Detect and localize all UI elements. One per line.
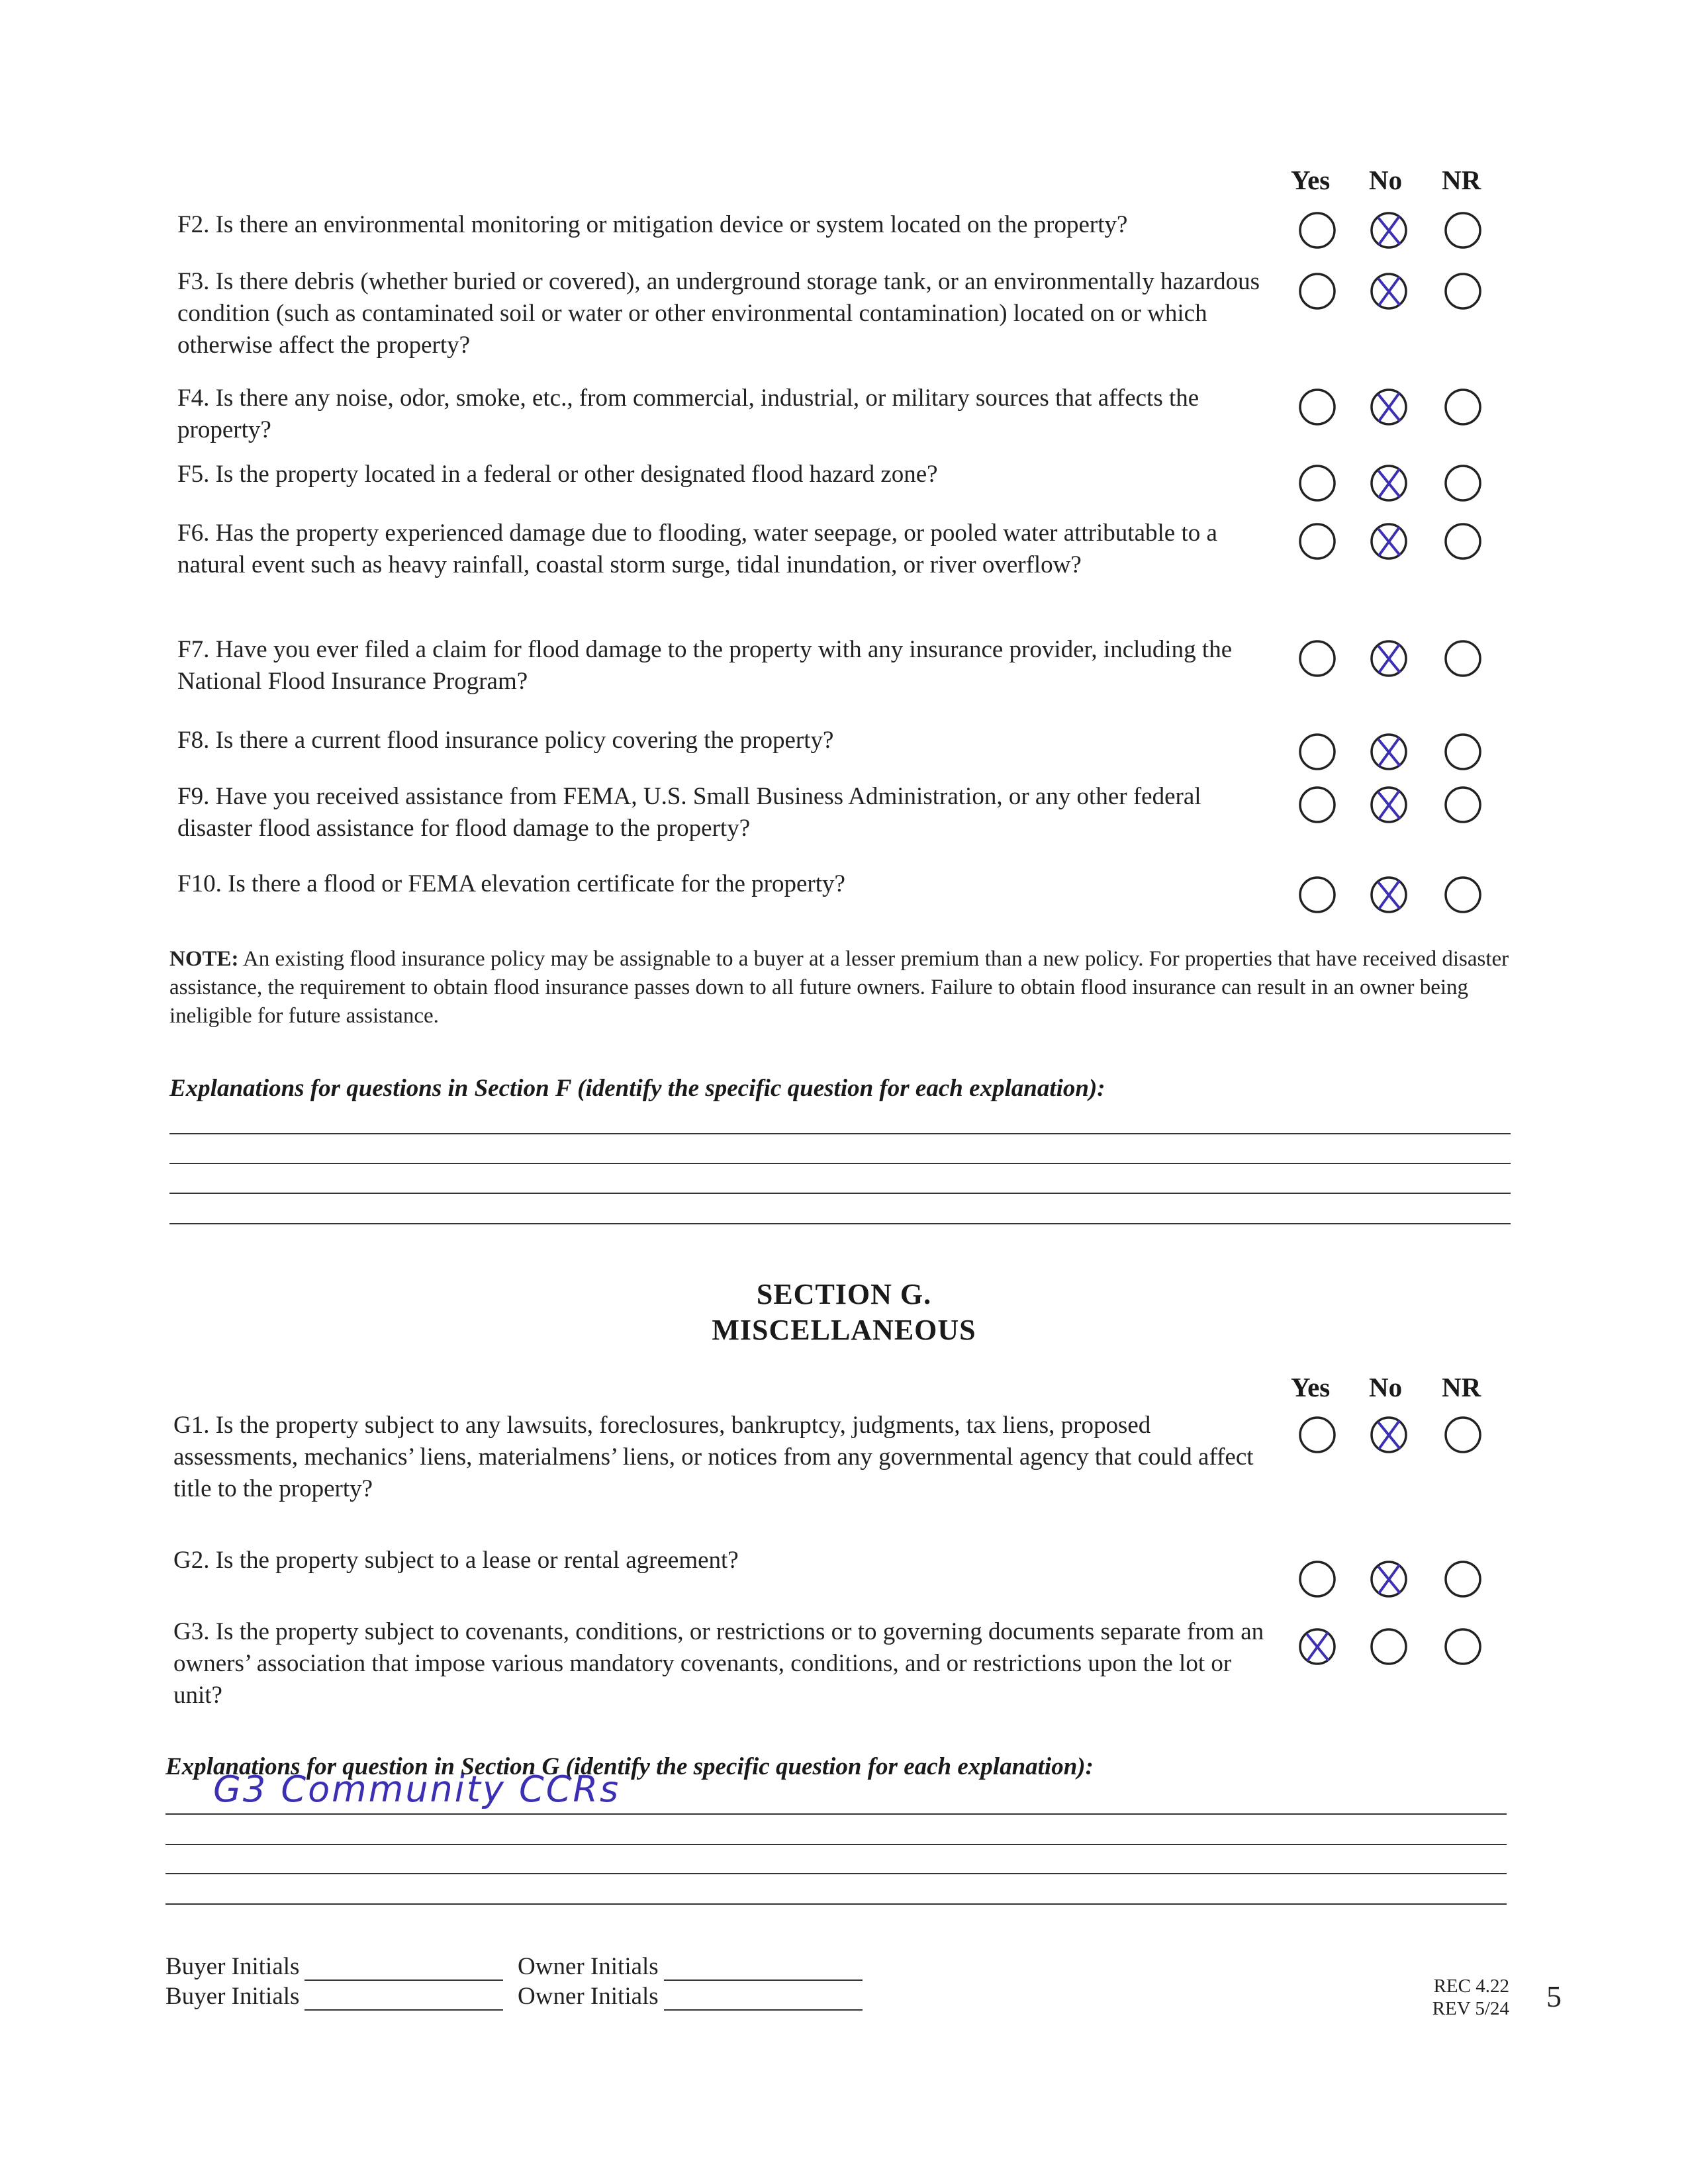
flood-insurance-note [169,945,1520,1030]
question-f2: F2. Is there an environmental monitoring or mitigation device or system located on the property? [177,211,1128,238]
f-question-3-yes-radio[interactable] [1297,463,1337,503]
question-f5: F5. Is the property located in a federal or other designated flood hazard zone? [177,461,938,488]
page-number: 5 [1546,1979,1562,2013]
f-question-1-nr-radio[interactable] [1443,271,1483,311]
f-question-2-nr-radio[interactable] [1443,387,1483,427]
owner-initials-field-2[interactable] [664,1989,863,2011]
g-question-1-no-radio-checked[interactable] [1369,1559,1409,1599]
section-g-subtitle: MISCELLANEOUS [712,1314,976,1346]
g-question-1-yes-radio[interactable] [1297,1559,1337,1599]
buyer-initials-field-2[interactable] [305,1989,503,2011]
f-question-5-no-radio-checked[interactable] [1369,639,1409,678]
handwritten-explanation-g3[interactable]: G3 Community CCRs [213,1768,621,1810]
question-f9: F9. Have you received assistance from FEMA, U.S. Small Business Administration, or any other federal disaster flood assistance for flood damage to the property? [177,783,1201,842]
g-col-header-nr: NR [1442,1372,1481,1402]
buyer-initials-row-1 [165,1952,503,1981]
col-header-yes: Yes [1291,165,1331,195]
owner-initials-label-1: Owner Initials [518,1953,659,1980]
f-question-2-yes-radio[interactable] [1297,387,1337,427]
f-question-5-yes-radio[interactable] [1297,639,1337,678]
section-g-title: SECTION G. [756,1278,932,1310]
g-question-2-nr-radio[interactable] [1443,1627,1483,1666]
question-g3: G3. Is the property subject to covenants, conditions, or restrictions or to governing documents separate from an owners’ association that impose various mandatory covenants, conditions, and or restrictions upon the lot or unit? [173,1618,1264,1709]
f-question-0-yes-radio[interactable] [1297,210,1337,250]
question-f6: F6. Has the property experienced damage due to flooding, water seepage, or pooled water attributable to a natural event such as heavy rainfall, coastal storm surge, tidal inundation, or river overflow? [177,520,1217,578]
f-question-0-no-radio-checked[interactable] [1369,210,1409,250]
f-question-1-no-radio-checked[interactable] [1369,271,1409,311]
question-g1: G1. Is the property subject to any lawsuits, foreclosures, bankruptcy, judgments, tax liens, proposed assessments, mechanics’ liens, materialmens’ liens, or notices from any governmental agency that could affect title to the property? [173,1412,1254,1502]
f-question-6-yes-radio[interactable] [1297,732,1337,772]
section-g-explanation-label: Explanations for question in Section G (identify the specific question for each explanation): [165,1753,1094,1780]
form-ref-line-2: REV 5/24 [1432,1998,1509,2019]
f-question-7-no-radio-checked[interactable] [1369,785,1409,825]
f-question-8-yes-radio[interactable] [1297,875,1337,915]
g-col-header-no: No [1369,1372,1403,1402]
g-col-header-yes: Yes [1291,1372,1331,1402]
note-text: An existing flood insurance policy may be assignable to a buyer at a lesser premium than a new policy. For properties that have received disaster assistance, the requirement to obtain flood insurance passes down to all future owners. Failure to obtain flood insurance can result in an owner being ineligible for future assistance. [169,947,1509,1028]
owner-initials-row-1 [518,1952,863,1981]
owner-initials-field-1[interactable] [664,1960,863,1981]
f-question-5-nr-radio[interactable] [1443,639,1483,678]
f-question-8-nr-radio[interactable] [1443,875,1483,915]
form-reference [1390,1975,1509,2020]
buyer-initials-row-2 [165,1982,503,2011]
section-g-explanation-line-4[interactable] [165,1903,1507,1905]
owner-initials-row-2 [518,1982,863,2011]
f-question-4-no-radio-checked[interactable] [1369,522,1409,561]
question-f4: F4. Is there any noise, odor, smoke, etc., from commercial, industrial, or military sources that affects the property? [177,385,1199,443]
f-question-7-yes-radio[interactable] [1297,785,1337,825]
buyer-initials-label-2: Buyer Initials [165,1983,300,2010]
g-question-0-yes-radio[interactable] [1297,1415,1337,1455]
g-question-0-no-radio-checked[interactable] [1369,1415,1409,1455]
f-question-1-yes-radio[interactable] [1297,271,1337,311]
question-f3: F3. Is there debris (whether buried or covered), an underground storage tank, or an environmentally hazardous condition (such as contaminated soil or water or other environmental contamination) located on or which otherwise affect the property? [177,268,1260,359]
question-f7: F7. Have you ever filed a claim for flood damage to the property with any insurance provider, including the National Flood Insurance Program? [177,636,1233,695]
f-question-7-nr-radio[interactable] [1443,785,1483,825]
owner-initials-label-2: Owner Initials [518,1983,659,2010]
note-label: NOTE: [169,947,239,971]
f-question-4-nr-radio[interactable] [1443,522,1483,561]
col-header-nr: NR [1442,165,1481,195]
section-f-explanation-line-3[interactable] [169,1193,1511,1194]
f-question-8-no-radio-checked[interactable] [1369,875,1409,915]
question-g2: G2. Is the property subject to a lease or rental agreement? [173,1547,739,1574]
g-question-1-nr-radio[interactable] [1443,1559,1483,1599]
section-f-explanation-label: Explanations for questions in Section F (identify the specific question for each explanation): [169,1075,1105,1102]
f-question-4-yes-radio[interactable] [1297,522,1337,561]
f-question-2-no-radio-checked[interactable] [1369,387,1409,427]
section-g-explanation-line-1[interactable] [165,1813,1507,1815]
f-question-6-nr-radio[interactable] [1443,732,1483,772]
form-ref-line-1: REC 4.22 [1433,1976,1509,1997]
col-header-no: No [1369,165,1403,195]
section-g-explanation-line-2[interactable] [165,1844,1507,1845]
section-f-explanation-line-1[interactable] [169,1133,1511,1134]
g-question-2-no-radio[interactable] [1369,1627,1409,1666]
section-f-explanation-line-2[interactable] [169,1163,1511,1164]
question-f8: F8. Is there a current flood insurance policy covering the property? [177,727,834,754]
f-question-0-nr-radio[interactable] [1443,210,1483,250]
f-question-6-no-radio-checked[interactable] [1369,732,1409,772]
section-f-explanation-line-4[interactable] [169,1223,1511,1224]
question-f10: F10. Is there a flood or FEMA elevation certificate for the property? [177,870,845,897]
buyer-initials-label-1: Buyer Initials [165,1953,300,1980]
f-question-3-nr-radio[interactable] [1443,463,1483,503]
section-g-explanation-line-3[interactable] [165,1873,1507,1874]
g-question-0-nr-radio[interactable] [1443,1415,1483,1455]
buyer-initials-field-1[interactable] [305,1960,503,1981]
f-question-3-no-radio-checked[interactable] [1369,463,1409,503]
g-question-2-yes-radio-checked[interactable] [1297,1627,1337,1666]
